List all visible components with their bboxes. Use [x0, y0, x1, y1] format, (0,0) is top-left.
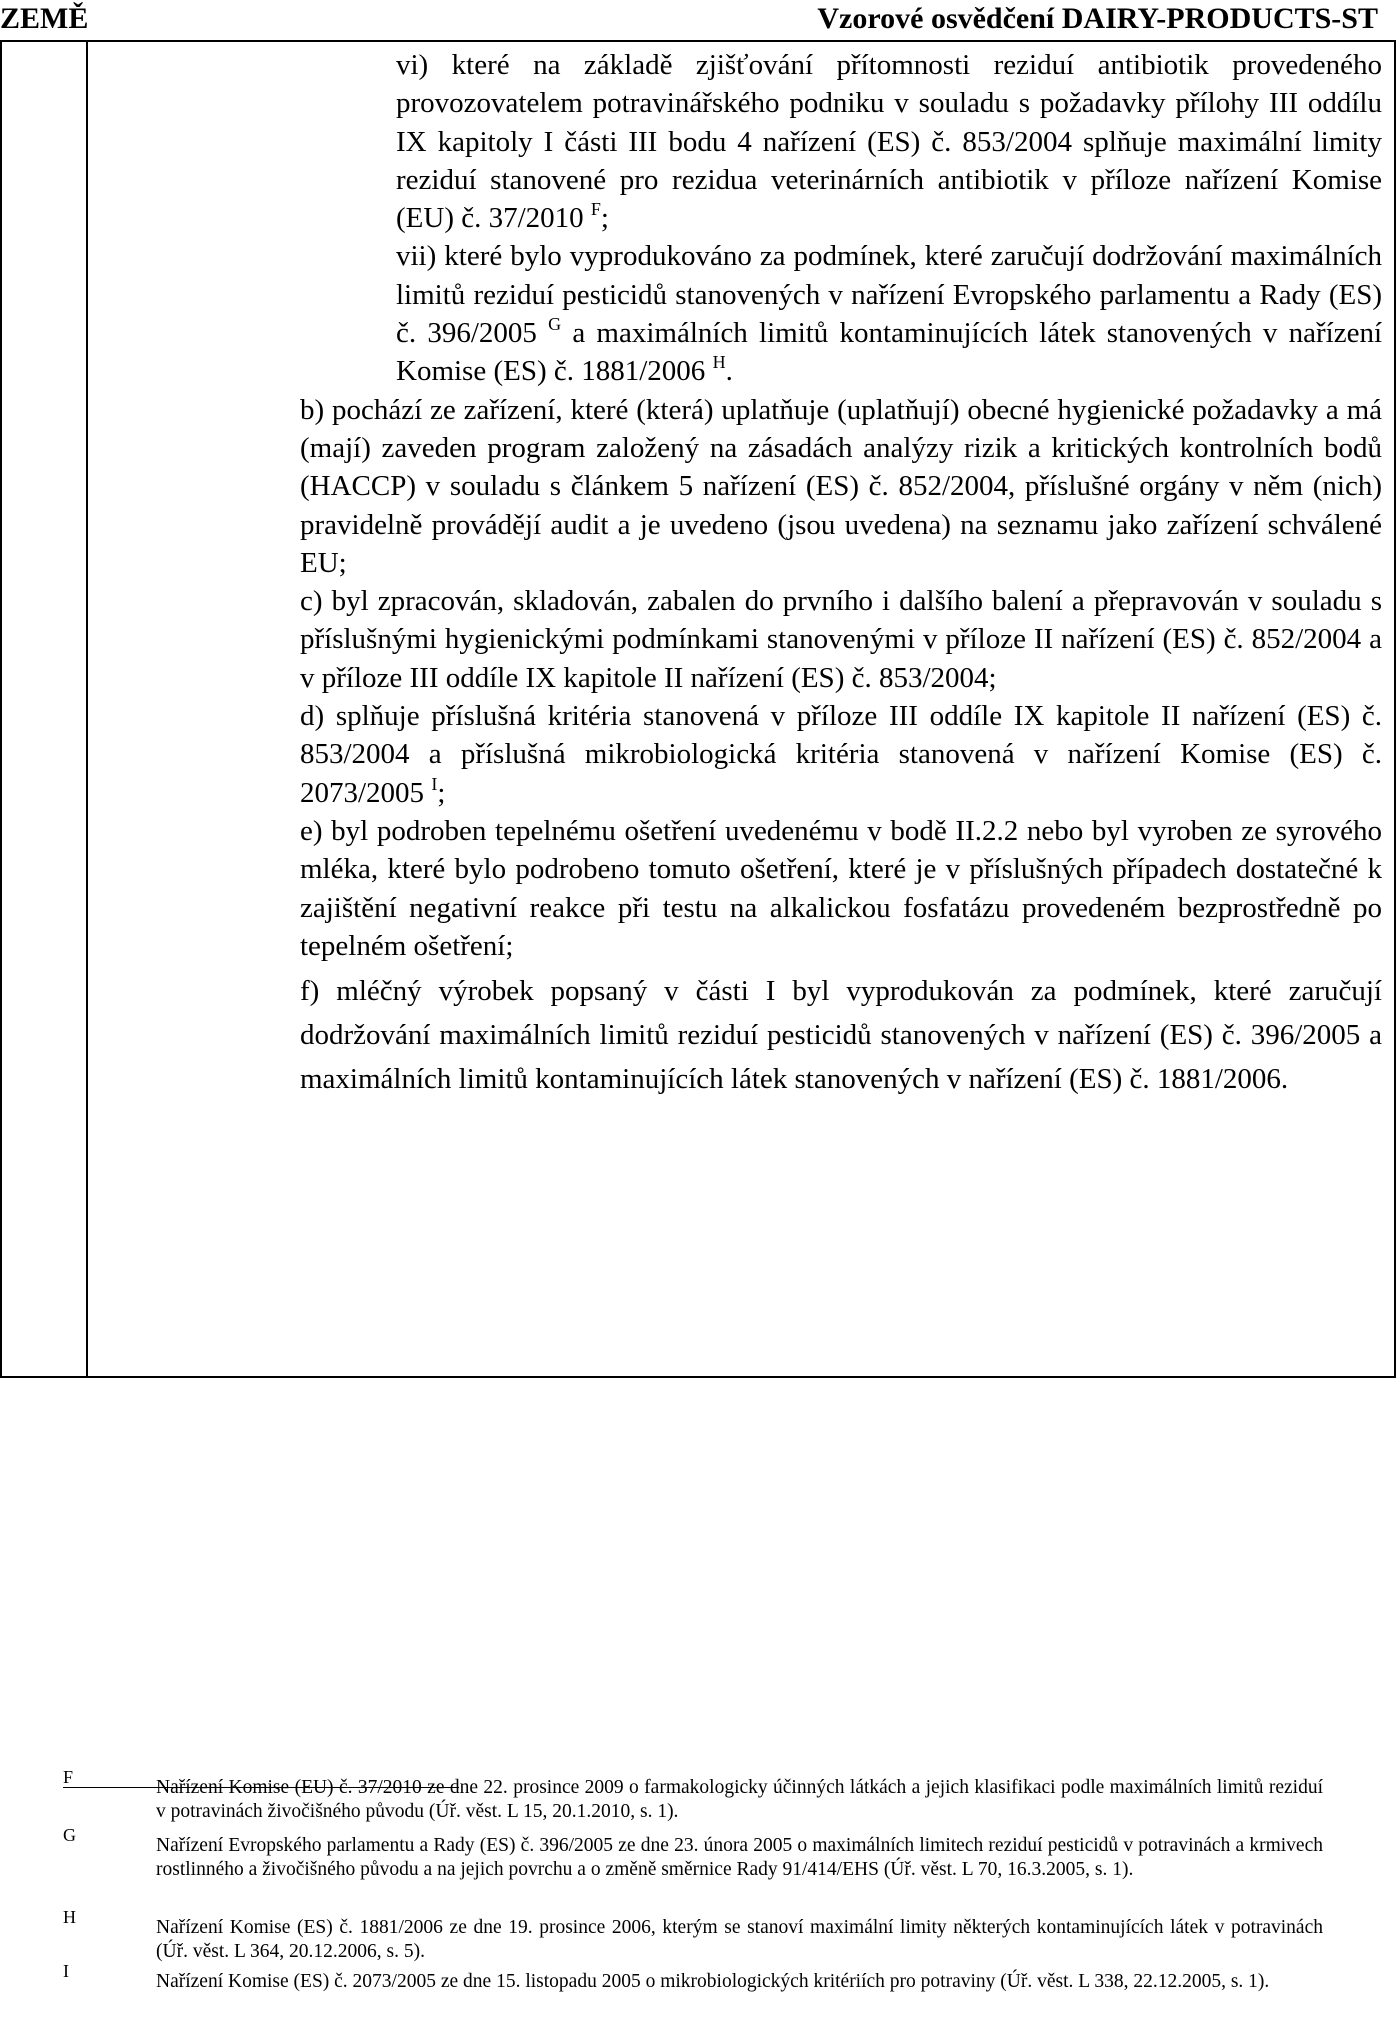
clause-d: d) splňuje příslušná kritéria stanovená v příloze III oddíle IX kapitole II nařízení (ES) č. 853/2004 a příslušná mikrobiologická kritéria stanovená v nařízení Komise (ES) č. 2073/2005 $^I$;: [300, 700, 1382, 809]
footnote-ref-f: F: [590, 199, 601, 220]
clause-b: b) pochází ze zařízení, které (která) uplatňuje (uplatňují) obecné hygienické požadavky a má (mají) zaveden program založený na zásadách analýzy rizik a kritických kontrolních bodů (HACCP) v souladu s článkem 5 nařízení (ES) č. 852/2004, příslušné orgány v něm (nich) pravidelně provádějí audit a je uvedeno (jsou uvedena) na seznamu jako zařízení schválené EU;: [300, 393, 1382, 579]
footnote-mark: I: [63, 1961, 69, 1981]
footnote-ref-h: H: [712, 352, 726, 373]
clause-vii: vii) které bylo vyprodukováno za podmínek, které zaručují dodržování maximálních limitů reziduí pesticidů stanovených v nařízení Evropského parlamentu a Rady (ES) č. 396/2005 $^G$ a maximálních limitů kontaminujících látek stanovených v nařízení Komise (ES) č. 1881/2006 $^H$.: [396, 240, 1383, 388]
footnote-mark: F: [63, 1767, 74, 1787]
footnote-g: [63, 1825, 1323, 1881]
footnote-i: [63, 1961, 1323, 1994]
frame-left-column: [2, 42, 88, 1376]
clause-f: f) mléčný výrobek popsaný v části I byl vyprodukován za podmínek, které zaručují dodržování maximálních limitů reziduí pesticidů stanovených v nařízení (ES) č. 396/2005 a maximálních limitů kontaminujících látek stanovených v nařízení (ES) č. 1881/2006.: [300, 975, 1382, 1096]
footnote-h: [63, 1907, 1323, 1963]
footnote-text: Nařízení Komise (EU) č. 37/2010 ze dne 22. prosince 2009 o farmakologicky účinných látkách a jejich klasifikaci podle maximálních limitů reziduí v potravinách živočišného původu (Úř. věst. L 15, 20.1.2010, s. 1).: [156, 1777, 1323, 1822]
header-country-label: ZEMĚ: [0, 2, 89, 35]
footnote-text: Nařízení Komise (ES) č. 2073/2005 ze dne 15. listopadu 2005 o mikrobiologických kritériích pro potraviny (Úř. věst. L 338, 22.12.2005, s. 1).: [156, 1971, 1270, 1992]
footnote-mark: G: [63, 1825, 76, 1845]
clause-e: e) byl podroben tepelnému ošetření uvedenému v bodě II.2.2 nebo byl vyroben ze syrového mléka, které bylo podrobeno tomuto ošetření, které je v příslušných případech dostatečné k zajištění negativní reakce při testu na alkalickou fosfatázu provedeném bezprostředně po tepelném ošetření;: [300, 814, 1382, 962]
footnote-ref-i: I: [431, 773, 438, 794]
clause-vi: vi) které na základě zjišťování přítomnosti reziduí antibiotik provedeného provozovatelem potravinářského podniku v souladu s požadavky přílohy III oddílu IX kapitoly I části III bodu 4 nařízení (ES) č. 853/2004 splňuje maximální limity reziduí stanovené pro rezidua veterinárních antibiotik v příloze nařízení Komise (EU) č. 37/2010 $^F$;: [396, 49, 1382, 235]
header-certificate-title: Vzorové osvědčení DAIRY-PRODUCTS-ST: [817, 2, 1378, 35]
footnote-text: Nařízení Komise (ES) č. 1881/2006 ze dne 19. prosince 2006, kterým se stanoví maximální limity některých kontaminujících látek v potravinách (Úř. věst. L 364, 20.12.2006, s. 5).: [156, 1917, 1323, 1962]
footnote-ref-g: G: [548, 314, 562, 335]
certificate-body: [300, 46, 1382, 1101]
clause-c: c) byl zpracován, skladován, zabalen do prvního i dalšího balení a přepravován v souladu s příslušnými hygienickými podmínkami stanovenými v příloze II nařízení (ES) č. 852/2004 a v příloze III oddíle IX kapitole II nařízení (ES) č. 853/2004;: [300, 585, 1382, 694]
footnote-text: Nařízení Evropského parlamentu a Rady (ES) č. 396/2005 ze dne 23. února 2005 o maximálních limitech reziduí pesticidů v potravinách a krmivech rostlinného a živočišného původu a na jejich povrchu a o změně směrnice Rady 91/414/EHS (Úř. věst. L 70, 16.3.2005, s. 1).: [156, 1835, 1323, 1880]
footnote-f: [63, 1767, 1323, 1823]
footnote-mark: H: [63, 1907, 76, 1927]
